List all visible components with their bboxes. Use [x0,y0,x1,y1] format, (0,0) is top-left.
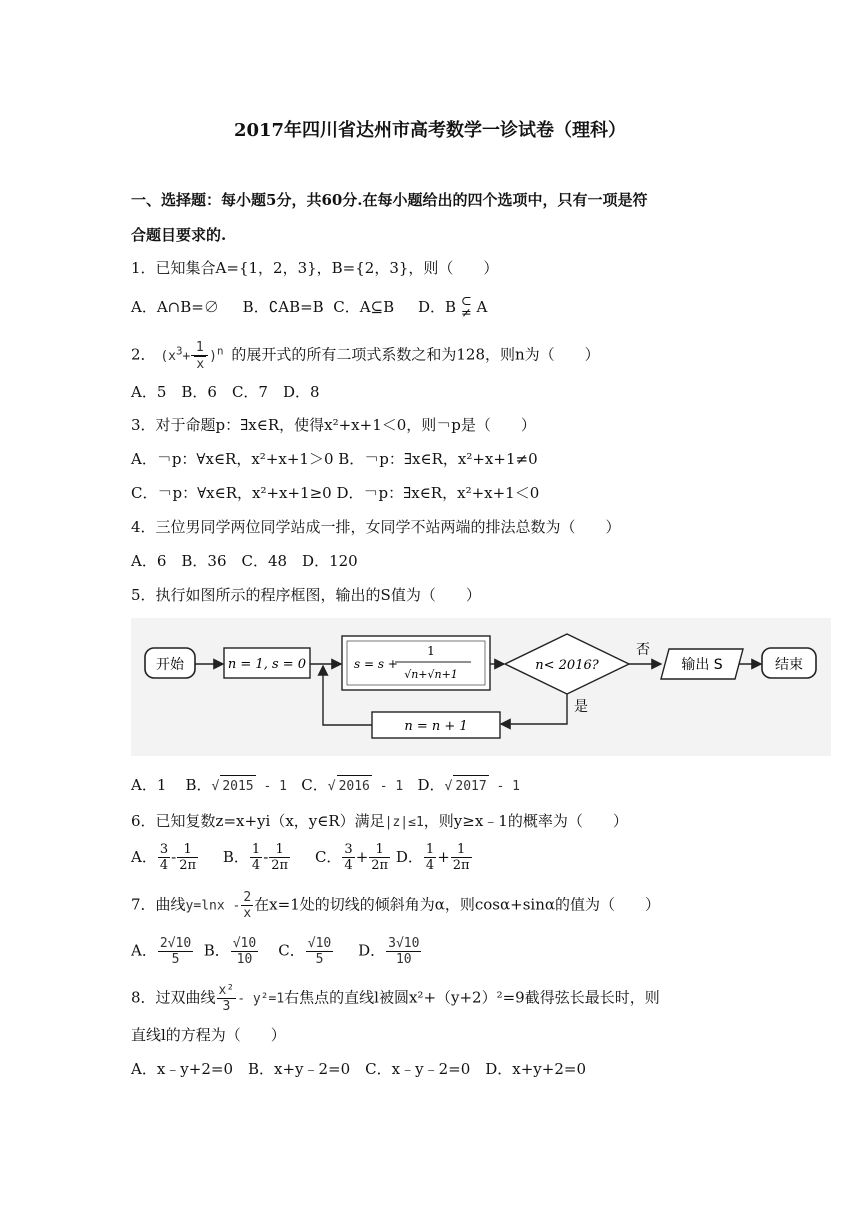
q6-b-d2: 2π [271,858,289,873]
q2-expression [160,340,231,372]
flow-start-label: 开始 [156,657,184,673]
q5-b-radicand: 2015 [220,775,255,798]
q6-b-n1: 1 [251,842,261,857]
question-6-options [131,842,473,873]
q8-frac-num: x² [218,983,235,998]
section-heading-line2: 合题目要求的. [131,226,227,244]
question-7-options [131,936,422,967]
subset-symbol: ⊂ [460,294,472,309]
q6-c-n1: 3 [344,842,353,857]
question-5-stem: 5．执行如图所示的程序框图，输出的S值为（ ） [131,586,481,604]
question-6-stem [131,810,628,834]
q7-frac-num: 2 [243,890,252,905]
q6-option-b [222,842,291,873]
q5-option-a: A．1 [131,776,167,794]
section-heading-line1: 一、选择题：每小题5分，共60分.在每小题给出的四个选项中，只有一项是符 [131,191,648,209]
q6-d-d1: 4 [425,858,435,873]
q7-d-label: D． [358,941,386,960]
q1-option-c: C．A⊆B [333,298,395,316]
q2-expr-exp: 3 [175,344,183,358]
q2-frac-num: 1 [191,340,208,356]
question-2-stem [131,340,600,372]
q6-c-op: + [355,847,369,866]
q5-b-suffix: - 1 [263,779,287,794]
q7-b-den: 10 [236,952,253,967]
q5-option-c-label: C． [301,776,328,794]
q6-a-d2: 2π [179,858,197,873]
flowchart-svg [131,618,831,756]
q6-a-n2: 1 [177,842,198,858]
q7-a-den: 5 [171,952,180,967]
flow-output-label: 输出 S [681,657,723,673]
q2-expr-close: ) [209,348,217,364]
question-2-options: A．5 B．6 C．7 D．8 [131,383,320,401]
q8-expression: - y²=1 [237,991,285,1007]
q1-option-d-prefix: D．B [417,298,457,316]
q6-option-a [131,842,199,873]
q6-c-n2: 1 [369,842,390,858]
q6-a-n1: 3 [159,842,169,857]
flow-update-num: 1 [427,644,435,658]
q6-c-label: C． [314,847,342,866]
q6-a-label: A． [131,847,157,866]
question-8-stem-line2: 直线l的方程为（ ） [131,1026,286,1044]
q2-suffix: 的展开式的所有二项式系数之和为128，则n为（ ） [231,345,600,364]
q6-d-label: D． [395,847,423,866]
q6-stem-b: ，则y≥x﹣1的概率为（ ） [423,812,628,830]
flow-condition-label: n< 2016? [535,658,599,673]
q7-frac-den: x [243,906,252,921]
question-1-options [131,296,487,320]
q2-frac-den: x [196,357,205,372]
q8-suffix: 右焦点的直线l被圆x²+（y+2）²=9截得弦长最长时，则 [284,988,660,1007]
q6-d-op: + [437,847,450,866]
q8-frac-den: 3 [222,999,231,1014]
q1-option-a: A．A∩B=∅ [131,298,219,316]
q5-option-b-value: √ 2015 - 1 [212,779,287,794]
q6-b-n2: 1 [269,842,290,858]
q7-d-num: 3√10 [388,936,420,951]
q2-expr-pow: n [217,344,224,358]
q7-a-label: A． [131,941,157,960]
q6-b-label: B． [222,847,249,866]
q7-c-label: C． [278,941,305,960]
q6-option-c [314,842,391,873]
q6-b-op: - [263,847,269,866]
flowchart [131,618,831,756]
flow-arrow-yes [501,694,567,724]
q6-d-n1: 1 [425,842,435,857]
q6-d-n2: 1 [451,842,472,858]
flow-update-den: √n+√n+1 [404,668,458,681]
flow-update-left: s = s + [354,657,398,671]
q5-option-d-value: √ 2017 - 1 [445,779,520,794]
not-equal-symbol: ≠ [460,306,472,321]
q6-c-d1: 4 [344,858,353,873]
flow-yes-label: 是 [574,699,588,715]
q1-option-d-symbol [461,296,472,320]
q6-a-op: - [171,847,177,866]
q5-d-suffix: - 1 [496,779,520,794]
question-4-options: A．6 B．36 C．48 D．120 [131,552,358,570]
question-8-stem [131,983,660,1014]
question-4-stem: 4．三位男同学两位同学站成一排，女同学不站两端的排法总数为（ ） [131,518,621,536]
flow-end-label: 结束 [775,657,803,673]
q7-prefix: 7．曲线 [131,895,186,914]
q7-a-num: 2√10 [159,936,192,951]
q2-expr-plus: + [182,348,191,364]
q7-suffix: 在x=1处的切线的倾斜角为α，则cosα+sinα的值为（ ） [254,895,660,914]
question-7-stem [131,890,660,921]
flow-init-label: n = 1, s = 0 [227,657,307,672]
q5-c-radicand: 2016 [337,775,372,798]
q2-prefix: 2． [131,345,156,364]
q5-option-c-value: √ 2016 - 1 [328,779,403,794]
q5-c-suffix: - 1 [379,779,404,794]
q7-c-num: √10 [307,936,332,951]
q8-prefix: 8．过双曲线 [131,988,216,1007]
question-3-options-ab: A．￢p：∀x∈R，x²+x+1＞0 B．￢p：∃x∈R，x²+x+1≠0 [131,450,538,468]
q1-option-d-suffix: A [476,298,488,316]
q7-b-label: B． [203,941,230,960]
q2-expr-base: (x [160,348,176,364]
question-3-options-cd: C．￢p：∀x∈R，x²+x+1≥0 D．￢p：∃x∈R，x²+x+1＜0 [131,484,540,502]
q7-c-den: 5 [315,952,324,967]
question-3-stem: 3．对于命题p：∃x∈R，使得x²+x+1＜0，则￢p是（ ） [131,416,536,434]
q5-d-radicand: 2017 [453,775,488,798]
q7-expression: y=lnx - [185,898,241,914]
q7-d-den: 10 [395,952,412,967]
q6-option-d [395,842,473,873]
q6-b-d1: 4 [251,858,261,873]
q5-option-b-label: B． [185,776,212,794]
flow-increment-label: n = n + 1 [404,719,468,734]
q6-d-d2: 2π [452,858,470,873]
q6-c-d2: 2π [371,858,389,873]
flow-no-label: 否 [636,642,650,658]
page-title: 2017年四川省达州市高考数学一诊试卷（理科） [233,120,627,141]
q6-condition: |z|≤1 [384,815,424,830]
question-5-options [131,774,520,798]
q7-b-num: √10 [232,936,257,951]
q1-option-b: B．∁AB=B [242,298,324,316]
q5-option-d-label: D． [417,776,445,794]
q6-a-d1: 4 [159,858,169,873]
q6-stem-a: 6．已知复数z=x+yi（x，y∈R）满足 [131,812,385,830]
question-8-options: A．x﹣y+2=0 B．x+y﹣2=0 C．x﹣y﹣2=0 D．x+y+2=0 [131,1060,586,1078]
q2-fraction [191,340,208,372]
question-1-stem: 1．已知集合A={1，2，3}，B={2，3}，则（ ） [131,259,499,277]
